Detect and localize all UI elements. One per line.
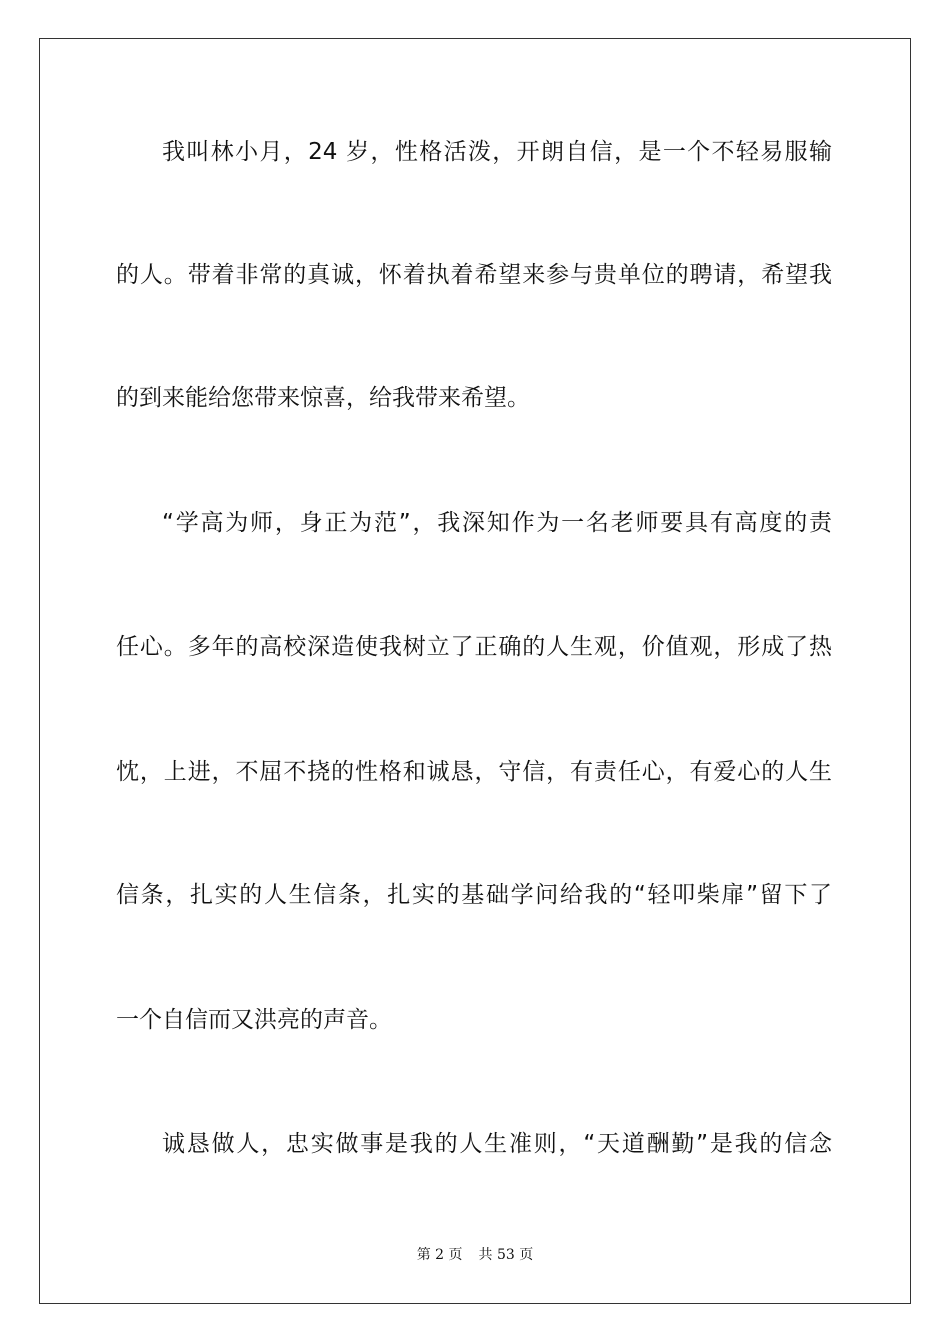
page-total: 共 53 页	[478, 1247, 534, 1263]
page-number: 第 2 页	[416, 1247, 463, 1263]
paragraph-line: 任心。多年的高校深造使我树立了正确的人生观，价值观，形成了热	[116, 634, 832, 660]
page-footer	[0, 1246, 950, 1264]
paragraph-line: 诚恳做人，忠实做事是我的人生准则，“天道酬勤”是我的信念	[162, 1131, 832, 1157]
paragraph-line: 一个自信而又洪亮的声音。	[116, 1007, 392, 1033]
paragraph-line: 我叫林小月，24 岁，性格活泼，开朗自信，是一个不轻易服输	[162, 139, 832, 165]
paragraph-line: 的到来能给您带来惊喜，给我带来希望。	[116, 385, 530, 411]
paragraph-line: 的人。带着非常的真诚，怀着执着希望来参与贵单位的聘请，希望我	[116, 262, 832, 288]
paragraph-line: “学高为师，身正为范”，我深知作为一名老师要具有高度的责	[162, 510, 832, 536]
paragraph-line: 忱，上进，不屈不挠的性格和诚恳，守信，有责任心，有爱心的人生	[116, 759, 832, 785]
paragraph-line: 信条，扎实的人生信条，扎实的基础学问给我的“轻叩柴扉”留下了	[116, 882, 832, 908]
page-frame	[39, 38, 911, 1304]
